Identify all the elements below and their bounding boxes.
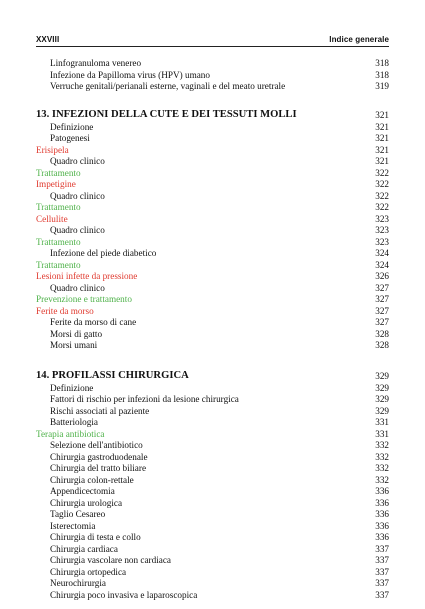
toc-entry[interactable] <box>36 578 389 590</box>
toc-entry-label: Trattamento <box>36 259 81 270</box>
toc-entry-label: Quadro clinico <box>50 282 105 293</box>
toc-entry-label: Infezione del piede diabetico <box>50 248 157 258</box>
toc-entry[interactable] <box>36 383 389 395</box>
toc-entry[interactable] <box>36 214 389 226</box>
toc-entry[interactable] <box>36 202 389 214</box>
page-number: XXVIII <box>36 35 60 44</box>
toc-entry[interactable] <box>36 329 389 341</box>
chapter-heading-13[interactable] <box>36 108 389 122</box>
toc-entry-page: 337 <box>375 543 389 554</box>
toc-entry-label: Quadro clinico <box>50 156 105 166</box>
toc-entry-page: 318 <box>375 58 389 68</box>
toc-entry[interactable] <box>36 271 389 283</box>
toc-entry-page: 323 <box>375 213 389 224</box>
toc-entry-label: Verruche genitali/perianali esterne, vaginali e del meato uretrale <box>50 81 286 91</box>
toc-entry-page: 328 <box>375 328 389 339</box>
toc-entry-label: Infezione da Papilloma virus (HPV) umano <box>50 69 210 80</box>
toc-entry-label: Appendicectomia <box>50 486 115 496</box>
toc-entry-page: 337 <box>375 578 389 588</box>
toc-entry-label: Morsi umani <box>50 340 98 350</box>
toc-entry-label: Quadro clinico <box>50 225 105 235</box>
toc-entry-label: Ferite da morso <box>36 305 94 316</box>
toc-entry-label: Trattamento <box>36 202 81 212</box>
toc-entry[interactable] <box>36 567 389 579</box>
spacer <box>36 352 389 369</box>
toc-entry-page: 324 <box>375 248 389 258</box>
spacer <box>36 93 389 108</box>
toc-entry[interactable] <box>36 191 389 203</box>
toc-entry-page: 329 <box>375 382 389 393</box>
toc-entry-label: Chirurgia gastroduodenale <box>50 451 148 462</box>
toc-entry-page: 318 <box>375 69 389 80</box>
toc-entry-label: Chirurgia ortopedica <box>50 566 127 577</box>
toc-entry-page: 336 <box>375 509 389 519</box>
toc-entry-page: 322 <box>375 202 389 212</box>
toc-entry-page: 332 <box>375 463 389 473</box>
toc-entry-label: Lesioni infette da pressione <box>36 271 138 281</box>
toc-entry-page: 322 <box>375 190 389 201</box>
chapter-14-entries <box>36 383 389 602</box>
toc-entry-label: Ferite da morso di cane <box>50 317 137 327</box>
toc-entry-label: Prevenzione e trattamento <box>36 294 132 304</box>
toc-entry-page: 327 <box>375 305 389 316</box>
toc-entry[interactable] <box>36 317 389 329</box>
toc-entry-page: 319 <box>375 81 389 91</box>
toc-entry-page: 327 <box>375 294 389 304</box>
toc-entry-page: 321 <box>375 121 389 132</box>
toc-entry-page: 328 <box>375 340 389 350</box>
toc-entry[interactable] <box>36 555 389 567</box>
toc-entry[interactable] <box>36 429 389 441</box>
toc-entry-label: Quadro clinico <box>50 190 105 201</box>
chapter-page: 321 <box>375 109 389 120</box>
toc-entry[interactable] <box>36 81 389 93</box>
toc-entry-page: 337 <box>375 589 389 600</box>
toc-entry-page: 329 <box>375 405 389 416</box>
toc-entry-page: 337 <box>375 566 389 577</box>
toc-entry[interactable] <box>36 179 389 191</box>
toc-entry-page: 327 <box>375 317 389 327</box>
header-rule <box>36 46 389 47</box>
toc-entry-label: Neurochirurgia <box>50 578 106 588</box>
toc-entry-page: 336 <box>375 497 389 508</box>
toc-entry-page: 322 <box>375 179 389 189</box>
toc-group-continued <box>36 58 389 93</box>
toc-entry[interactable] <box>36 70 389 82</box>
toc-entry-label: Chirurgia urologica <box>50 497 123 508</box>
toc-entry[interactable] <box>36 452 389 464</box>
toc-entry-page: 336 <box>375 532 389 542</box>
toc-entry-page: 336 <box>375 520 389 531</box>
toc-entry[interactable] <box>36 248 389 260</box>
toc-entry[interactable] <box>36 58 389 70</box>
toc-entry-label: Chirurgia colon-rettale <box>50 474 134 485</box>
toc-entry[interactable] <box>36 394 389 406</box>
toc-entry-label: Definizione <box>50 382 94 393</box>
toc-entry-label: Trattamento <box>36 167 81 178</box>
toc-entry-label: Fattori di rischio per infezioni da lesione chirurgica <box>50 394 239 404</box>
toc-entry-label: Morsi di gatto <box>50 328 103 339</box>
section-title: Indice generale <box>329 35 389 44</box>
toc-entry[interactable] <box>36 544 389 556</box>
toc-entry-label: Batteriologia <box>50 417 98 427</box>
toc-entry-label: Impetigine <box>36 179 76 189</box>
toc-entry[interactable] <box>36 168 389 180</box>
chapter-page: 329 <box>375 370 389 381</box>
toc-entry-label: Chirurgia poco invasiva e laparoscopica <box>50 589 198 600</box>
toc-entry[interactable] <box>36 521 389 533</box>
toc-entry-page: 321 <box>375 133 389 143</box>
table-of-contents <box>36 58 389 601</box>
toc-entry[interactable] <box>36 590 389 602</box>
chapter-title: 14. PROFILASSI CHIRURGICA <box>36 369 189 381</box>
toc-entry-page: 324 <box>375 259 389 270</box>
toc-entry-label: Patogenesi <box>50 133 90 143</box>
chapter-13-entries <box>36 122 389 352</box>
toc-entry-label: Cellulite <box>36 213 68 224</box>
toc-entry[interactable] <box>36 283 389 295</box>
toc-entry-label: Isterectomia <box>50 520 96 531</box>
toc-entry[interactable] <box>36 145 389 157</box>
toc-entry-label: Terapia antibiotica <box>36 428 105 439</box>
toc-entry-label: Linfogranuloma venereo <box>50 58 142 68</box>
toc-entry[interactable] <box>36 509 389 521</box>
chapter-title: 13. INFEZIONI DELLA CUTE E DEI TESSUTI MOLLI <box>36 108 297 120</box>
toc-entry[interactable] <box>36 122 389 134</box>
toc-entry-label: Chirurgia del tratto biliare <box>50 463 147 473</box>
toc-entry[interactable] <box>36 417 389 429</box>
toc-entry-label: Selezione dell'antibiotico <box>50 440 143 450</box>
toc-entry-page: 326 <box>375 271 389 281</box>
toc-entry-page: 336 <box>375 486 389 496</box>
toc-entry-page: 329 <box>375 394 389 404</box>
chapter-heading-14[interactable] <box>36 369 389 383</box>
toc-entry[interactable] <box>36 475 389 487</box>
toc-entry-label: Definizione <box>50 121 94 132</box>
toc-entry-label: Taglio Cesareo <box>50 509 106 519</box>
toc-entry[interactable] <box>36 532 389 544</box>
toc-entry-page: 332 <box>375 440 389 450</box>
toc-entry-page: 323 <box>375 225 389 235</box>
toc-entry[interactable] <box>36 463 389 475</box>
toc-entry-label: Rischi associati al paziente <box>50 405 150 416</box>
toc-entry[interactable] <box>36 486 389 498</box>
toc-entry-label: Chirurgia vascolare non cardiaca <box>50 555 171 565</box>
toc-entry-label: Chirurgia cardiaca <box>50 543 118 554</box>
toc-entry-page: 332 <box>375 451 389 462</box>
toc-entry-page: 321 <box>375 156 389 166</box>
toc-entry[interactable] <box>36 498 389 510</box>
toc-entry-page: 331 <box>375 428 389 439</box>
toc-entry[interactable] <box>36 225 389 237</box>
toc-entry[interactable] <box>36 306 389 318</box>
toc-entry-page: 331 <box>375 417 389 427</box>
toc-entry[interactable] <box>36 406 389 418</box>
toc-entry[interactable] <box>36 133 389 145</box>
toc-entry-page: 322 <box>375 167 389 178</box>
toc-entry[interactable] <box>36 294 389 306</box>
toc-entry-label: Erisipela <box>36 144 69 155</box>
toc-entry-label: Trattamento <box>36 236 81 247</box>
toc-entry-label: Chirurgia di testa e collo <box>50 532 141 542</box>
toc-entry-page: 323 <box>375 236 389 247</box>
toc-entry-page: 337 <box>375 555 389 565</box>
toc-entry-page: 327 <box>375 282 389 293</box>
toc-entry[interactable] <box>36 260 389 272</box>
toc-entry[interactable] <box>36 340 389 352</box>
toc-entry[interactable] <box>36 440 389 452</box>
toc-entry[interactable] <box>36 156 389 168</box>
toc-entry-page: 332 <box>375 474 389 485</box>
toc-entry[interactable] <box>36 237 389 249</box>
toc-entry-page: 321 <box>375 144 389 155</box>
